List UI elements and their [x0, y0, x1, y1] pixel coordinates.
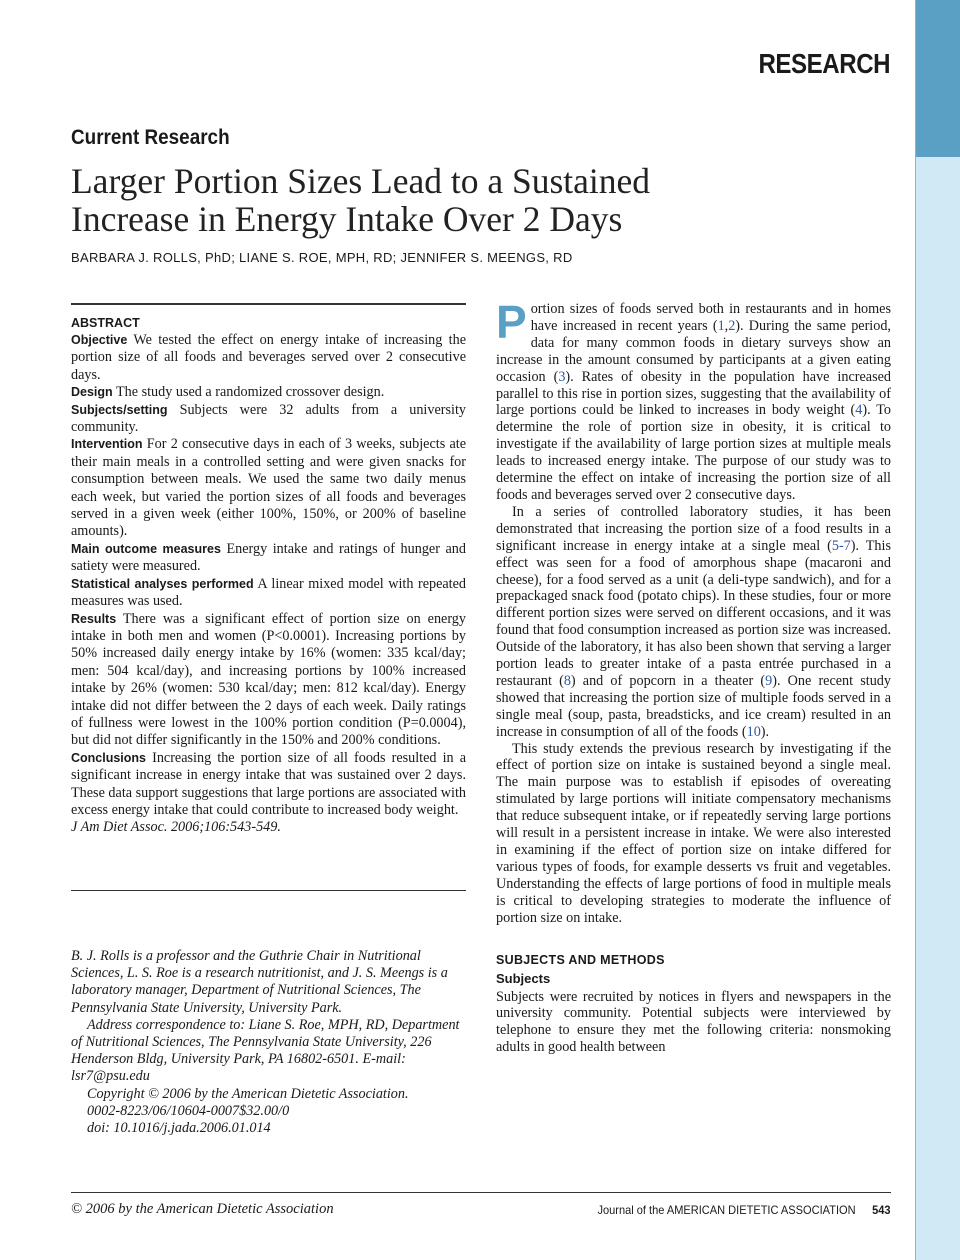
footer-copyright: © 2006 by the American Dietetic Association — [71, 1201, 334, 1217]
abstract-box — [71, 303, 466, 837]
footer-journal — [598, 1203, 891, 1217]
abstract-text: A linear mixed model with repeated measures was used. — [71, 575, 467, 610]
methods-paragraph: Subjects were recruited by notices in flyers and newspapers in the university community. Potential subjects were interviewed by telephone to ensure they met the following criteria: nonsmoking adults in good health between — [496, 988, 891, 1056]
reference-link[interactable]: 4 — [855, 402, 863, 419]
sidebar-color-strip — [915, 0, 960, 1260]
abstract-label: Results — [71, 611, 117, 626]
text-run: ). Rates of obesity in the population have increased parallel to this rise in portion sizes, suggesting that the availability of large portions could be linked to increases in body weight ( — [496, 368, 891, 419]
abstract-label: Objective — [71, 333, 128, 347]
intro-paragraph-1: Portion sizes of foods served both in restaurants and in homes have increased in recent years (1,2). During the same period, data for many common foods in dietary surveys show an increase in the amount consumed by participants at a given eating occasion (3). Rates of obesity in the population have increased parallel to this rise in portion sizes, suggesting that the availability of large portions could be linked to increases in body weight (4). To determine the role of portion size in obesity, it is critical to investigate if the availability of large portion sizes at multiple meals leads to increased energy intake. The purpose of our study was to determine the effect on intake of increasing the portion size of all foods and beverages served over 2 consecutive days. — [496, 296, 891, 503]
abstract-label: Statistical analyses performed — [71, 576, 254, 591]
journal-name: Journal of the AMERICAN DIETETIC ASSOCIATION — [597, 1203, 857, 1217]
issn-code: 0002-8223/06/10604-0007$32.00/0 — [87, 1102, 290, 1119]
abstract-label: Intervention — [71, 437, 143, 452]
article-title — [71, 162, 811, 238]
abstract-intervention — [71, 436, 466, 540]
abstract-outcome-measures — [71, 541, 466, 576]
abstract-text: For 2 consecutive days in each of 3 weeks, subjects ate their main meals in a controlled setting and were given snacks for consumption between meals. We used the same two daily menus each week, but varied the portion sizes of all foods and beverages served in a given week (either 100%, 150%, or 200% of baseline amounts). — [71, 436, 466, 540]
abstract-text: We tested the effect on energy intake of increasing the portion size of all foods and beverages served over 2 consecutive days. — [71, 332, 466, 383]
abstract-text: The study used a randomized crossover design. — [115, 384, 385, 401]
abstract-text: There was a significant effect of portion size on energy intake in both men and women (P<0.0001). Increasing portions by 50% increased daily energy intake by 16% (women: 335 kcal/day; men: 504 kcal/day), and increasing portions by 100% increased intake by 26% (women: 530 kcal/day; men: 812 kcal/day). Energy intake did not differ between the 2 days of each week. Daily ratings of fullness were lowest in the 100% portion condition (P=0.0004), but did not differ significantly in the 150% and 200% conditions. — [71, 610, 466, 749]
section-heading: SUBJECTS AND METHODS — [496, 952, 665, 967]
author-affiliations — [71, 948, 466, 1137]
reference-link[interactable]: 1 — [717, 317, 725, 334]
body-column — [496, 296, 891, 1056]
section-label: RESEARCH — [758, 48, 890, 79]
reference-link[interactable]: 3 — [558, 368, 566, 385]
text-run: In a series of controlled laboratory studies, it has been demonstrated that increasing the portion size of a food results in a significant increase in energy intake at a single meal ( — [496, 503, 891, 554]
text-run: ). To determine the role of portion size in obesity, it is critical to investigate if the availability of large portion sizes at multiple meals leads to increased energy intake. The purpose of our study was to determine the effect on intake of increasing the portion size of all foods and beverages served over 2 consecutive days. — [496, 402, 891, 503]
abstract-objective — [71, 332, 466, 384]
reference-link[interactable]: 9 — [765, 672, 773, 689]
abstract-label: Conclusions — [71, 750, 147, 765]
text-run: ). — [760, 723, 770, 740]
correspondence-address: Address correspondence to: Liane S. Roe, MPH, RD, Department of Nutritional Sciences, The Pennsylvania State University, 226 Henderson Bldg, University Park, PA 16802-6501. E-mail: lsr7@psu.edu — [71, 1016, 460, 1085]
copyright-notice: Copyright © 2006 by the American Dietetic Association. — [87, 1085, 409, 1102]
reference-link[interactable]: 10 — [746, 723, 761, 740]
doi-link[interactable]: doi: 10.1016/j.jada.2006.01.014 — [87, 1120, 271, 1137]
abstract-conclusions — [71, 750, 466, 820]
reference-link[interactable]: 2 — [728, 317, 736, 334]
drop-cap: P — [496, 296, 527, 348]
title-line-1: Larger Portion Sizes Lead to a Sustained — [71, 161, 651, 201]
reference-link[interactable]: 5-7 — [831, 537, 851, 554]
author-list: BARBARA J. ROLLS, PhD; LIANE S. ROE, MPH, RD; JENNIFER S. MEENGS, RD — [71, 250, 573, 265]
abstract-subjects — [71, 402, 466, 437]
sidebar-accent-block — [916, 0, 960, 157]
title-line-2: Increase in Energy Intake Over 2 Days — [71, 199, 623, 239]
text-run: ). One recent study showed that increasing the portion size of multiple foods served in a single meal (soup, pasta, breadsticks, and ice cream) resulted in an increase in consumption of all of the foods ( — [496, 672, 891, 740]
abstract-statistics — [71, 576, 466, 611]
abstract-label: Design — [71, 385, 113, 400]
abstract-results — [71, 611, 466, 750]
text-run: ). During the same period, data for many common foods in dietary surveys show an increase in the amount consumed by participants at a given eating occasion ( — [496, 317, 891, 385]
text-run: ) and of popcorn in a theater ( — [570, 672, 766, 689]
abstract-text: Energy intake and ratings of hunger and satiety were measured. — [71, 540, 466, 575]
abstract-text: Increasing the portion size of all foods resulted in a significant increase in energy intake that was sustained over 2 days. These data support suggestions that large portions are associated with excess energy intake that could contribute to increased body weight. — [71, 749, 466, 818]
intro-paragraph-2 — [496, 504, 891, 741]
page-number: 543 — [872, 1203, 891, 1217]
text-run: ortion sizes of foods served both in restaurants and in homes have increased in recent years ( — [530, 301, 891, 334]
intro-paragraph-3: This study extends the previous research by investigating if the effect of portion size on intake is sustained beyond a single meal. The main purpose was to establish if episodes of overeating stimulated by large portions will initiate compensatory mechanisms that reduce subsequent intake, or if repeatedly serving large portions will result in a persistent increase in intake. We were also interested in examining if the effect of portion size on intake differed for various types of foods, for example desserts vs fruit and vegetables. Understanding the effects of large portions of food in multiple meals is critical to developing strategies to moderate the influence of portion size on intake. — [496, 740, 891, 926]
reference-link[interactable]: 8 — [563, 672, 571, 689]
subsection-heading: Subjects — [496, 970, 551, 986]
text-run: ). This effect was seen for a food of amorphous shape (macaroni and cheese), for a food served as a unit (a deli-type sandwich), and for a prepackaged snack food (potato chips). In these studies, four or more different portion sizes were served on different occasions, and it was found that food consumption increased as portion size was increased. Outside of the laboratory, it has also been shown that serving a larger portion leads to greater intake of a pasta entrée purchased in a restaurant ( — [496, 537, 891, 689]
abstract-label: Main outcome measures — [71, 541, 221, 556]
abstract-bottom-rule — [71, 890, 466, 891]
abstract-text: Subjects were 32 adults from a university community. — [71, 401, 466, 436]
abstract-design — [71, 384, 466, 401]
abstract-heading: ABSTRACT — [71, 316, 140, 330]
journal-citation: J Am Diet Assoc. 2006;106:543-549. — [71, 819, 281, 836]
abstract-label: Subjects/setting — [71, 402, 168, 417]
author-bio: B. J. Rolls is a professor and the Guthrie Chair in Nutritional Sciences, L. S. Roe is a research nutritionist, and J. S. Meengs is a laboratory manager, Department of Nutritional Sciences, The Pennsylvania State University, University Park. — [71, 948, 448, 1016]
footer-rule — [71, 1192, 891, 1193]
category-label: Current Research — [71, 126, 230, 149]
